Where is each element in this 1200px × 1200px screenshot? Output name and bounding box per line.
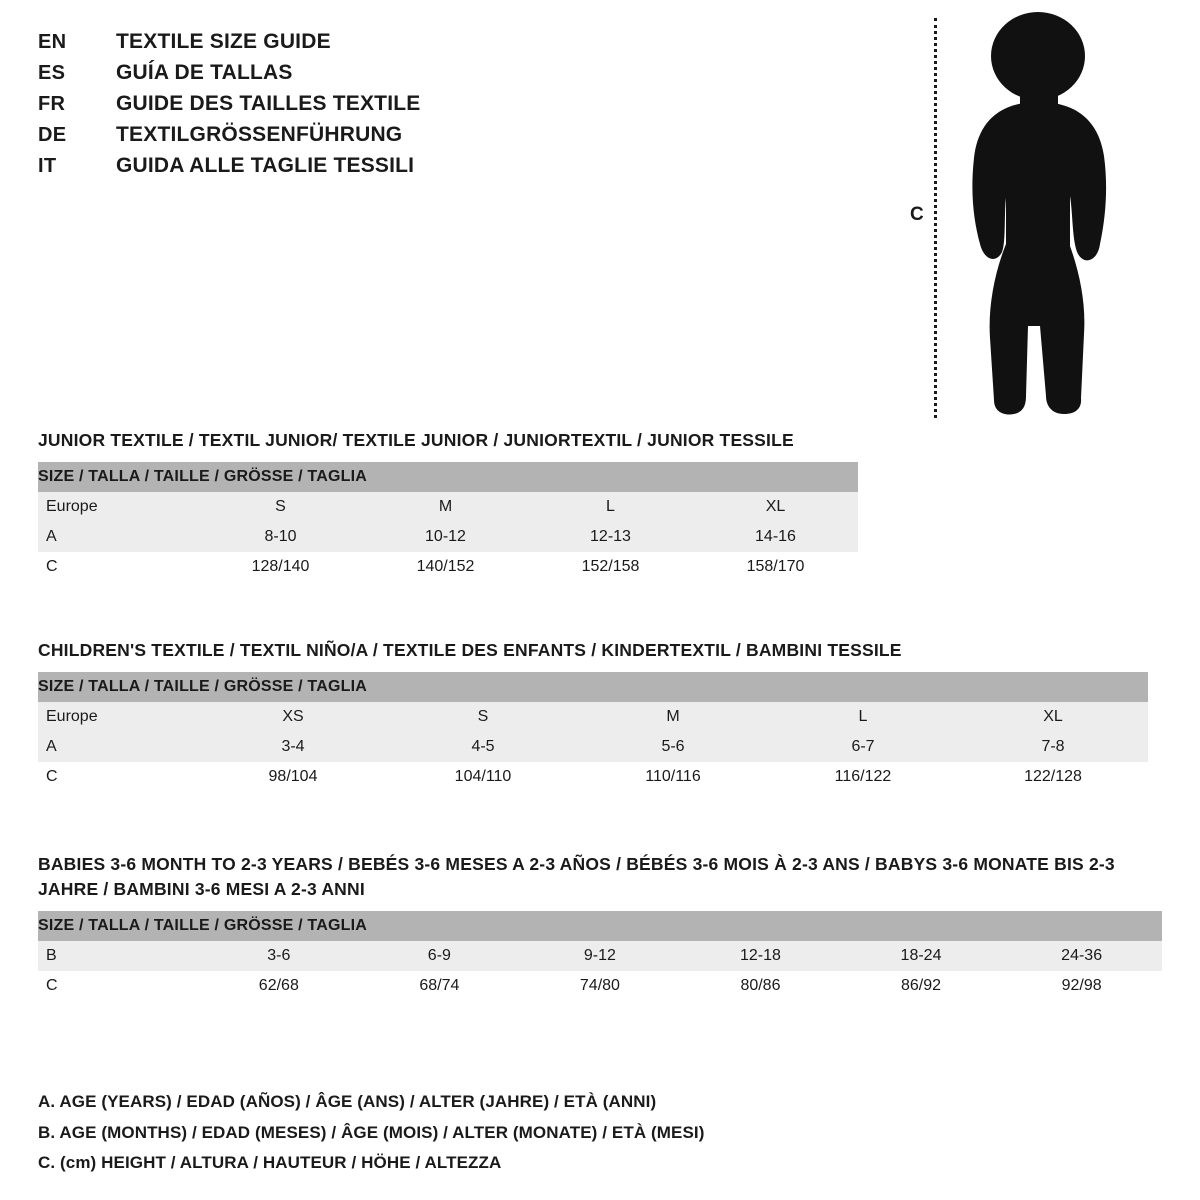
table-cell: 14-16 (693, 522, 858, 552)
language-row (38, 123, 598, 154)
table-row (38, 492, 858, 522)
language-title: GUIDE DES TAILLES TEXTILE (116, 92, 421, 115)
table-cell: 18-24 (841, 941, 1002, 971)
table-cell: 7-8 (958, 732, 1148, 762)
language-code: IT (38, 155, 57, 177)
table-cell: 8-10 (198, 522, 363, 552)
table-cell: 6-9 (359, 941, 520, 971)
table-cell: 10-12 (363, 522, 528, 552)
table-cell: 98/104 (198, 762, 388, 792)
table-row (38, 522, 858, 552)
table-cell: 122/128 (958, 762, 1148, 792)
table-cell: 24-36 (1001, 941, 1162, 971)
row-label: B (38, 941, 199, 971)
legend-line-b: B. AGE (MONTHS) / EDAD (MESES) / ÂGE (MOIS) / ALTER (MONATE) / ETÀ (MESI) (38, 1122, 705, 1142)
table-cell: 68/74 (359, 971, 520, 1001)
table-cell: 104/110 (388, 762, 578, 792)
language-title: TEXTILE SIZE GUIDE (116, 30, 331, 53)
table-cell: 158/170 (693, 552, 858, 582)
table-row (38, 971, 1162, 1001)
section-title: JUNIOR TEXTILE / TEXTIL JUNIOR/ TEXTILE JUNIOR / JUNIORTEXTIL / JUNIOR TESSILE (38, 430, 794, 450)
section-babies (38, 852, 1162, 1001)
language-row (38, 61, 598, 92)
section-junior (38, 428, 1162, 582)
table-row (38, 732, 1148, 762)
row-label: C (38, 971, 199, 1001)
table-cell: 80/86 (680, 971, 841, 1001)
size-header-label: SIZE / TALLA / TAILLE / GRÖSSE / TAGLIA (38, 911, 1162, 941)
legend-block (38, 1087, 1138, 1178)
table-cell: 152/158 (528, 552, 693, 582)
table-cell: 86/92 (841, 971, 1002, 1001)
figure-area (892, 8, 1142, 428)
babies-size-table (38, 911, 1162, 1001)
row-label: Europe (38, 492, 198, 522)
table-cell: 92/98 (1001, 971, 1162, 1001)
junior-size-table (38, 462, 858, 582)
height-measure-line (934, 18, 937, 418)
language-title: TEXTILGRÖSSENFÜHRUNG (116, 123, 403, 146)
section-title: CHILDREN'S TEXTILE / TEXTIL NIÑO/A / TEXTILE DES ENFANTS / KINDERTEXTIL / BAMBINI TESSILE (38, 640, 902, 660)
row-label: Europe (38, 702, 198, 732)
table-cell: 128/140 (198, 552, 363, 582)
section-title: BABIES 3-6 MONTH TO 2-3 YEARS / BEBÉS 3-6 MESES A 2-3 AÑOS / BÉBÉS 3-6 MOIS À 2-3 ANS / BABYS 3-6 MONATE BIS 2-3 JAHRE / BAMBINI 3-6 MESI A 2-3 ANNI (38, 854, 1115, 899)
language-row (38, 154, 598, 185)
table-cell: 5-6 (578, 732, 768, 762)
language-title-block (38, 30, 598, 185)
legend-line-a: A. AGE (YEARS) / EDAD (AÑOS) / ÂGE (ANS) / ALTER (JAHRE) / ETÀ (ANNI) (38, 1092, 657, 1112)
table-header-row (38, 462, 858, 492)
table-cell: L (768, 702, 958, 732)
child-silhouette-icon (954, 8, 1134, 420)
table-cell: XS (198, 702, 388, 732)
table-cell: 3-4 (198, 732, 388, 762)
language-code: DE (38, 124, 67, 146)
table-cell: S (388, 702, 578, 732)
row-label: A (38, 732, 198, 762)
table-cell: 116/122 (768, 762, 958, 792)
size-header-label: SIZE / TALLA / TAILLE / GRÖSSE / TAGLIA (38, 672, 1148, 702)
table-cell: 4-5 (388, 732, 578, 762)
table-cell: XL (693, 492, 858, 522)
table-cell: L (528, 492, 693, 522)
table-header-row (38, 672, 1148, 702)
table-cell: 110/116 (578, 762, 768, 792)
table-header-row (38, 911, 1162, 941)
section-children (38, 638, 1162, 792)
table-row (38, 552, 858, 582)
size-header-label: SIZE / TALLA / TAILLE / GRÖSSE / TAGLIA (38, 462, 858, 492)
table-cell: 140/152 (363, 552, 528, 582)
language-code: ES (38, 62, 66, 84)
row-label: C (38, 762, 198, 792)
language-title: GUÍA DE TALLAS (116, 61, 293, 84)
table-row (38, 762, 1148, 792)
table-cell: 12-13 (528, 522, 693, 552)
table-row (38, 941, 1162, 971)
table-cell: 62/68 (199, 971, 360, 1001)
children-size-table (38, 672, 1148, 792)
table-cell: 74/80 (520, 971, 681, 1001)
table-cell: M (363, 492, 528, 522)
table-cell: 12-18 (680, 941, 841, 971)
language-row (38, 92, 598, 123)
height-measure-label: C (910, 204, 924, 225)
table-cell: 3-6 (199, 941, 360, 971)
table-cell: S (198, 492, 363, 522)
table-cell: 9-12 (520, 941, 681, 971)
table-cell: 6-7 (768, 732, 958, 762)
language-title: GUIDA ALLE TAGLIE TESSILI (116, 154, 415, 177)
row-label: A (38, 522, 198, 552)
table-cell: XL (958, 702, 1148, 732)
row-label: C (38, 552, 198, 582)
legend-line-c: C. (cm) HEIGHT / ALTURA / HAUTEUR / HÖHE / ALTEZZA (38, 1152, 502, 1172)
table-row (38, 702, 1148, 732)
language-code: EN (38, 31, 67, 53)
table-cell: M (578, 702, 768, 732)
language-row (38, 30, 598, 61)
language-code: FR (38, 93, 66, 115)
